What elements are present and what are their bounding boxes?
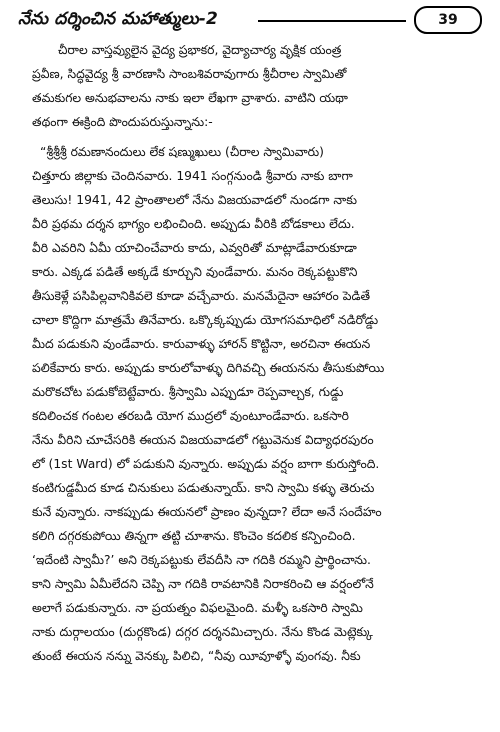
text-line: కారు. ఎక్కడ పడితే అక్కడే కూర్చుని వుండేవారు. మనం రెక్కపట్టుకొని [32, 265, 358, 279]
text-line: కంటిగుడ్డమీద కూడ చినుకులు పడుతున్నాయ్. కాని స్వామి కళ్ళు తెరుచు [32, 481, 375, 495]
header-rule [258, 20, 406, 22]
text-line: ‘ఇదేంటి స్వామీ?’ అని రెక్కపట్టుకు లేవదీసి నా గదికి రమ్మని ప్రార్థించాను. [32, 553, 371, 567]
text-line: మరొకచోట పడుకోబెట్టేవారు. శ్రీస్వామి ఎప్పుడూ రెప్పవాల్చక, గుడ్డు [32, 385, 344, 399]
text-line: నేను వీరిని చూచేసరికి ఈయన విజయవాడలో గట్టువెనుక విద్యాధరపురం [32, 433, 374, 447]
text-line: మీద పడుకుని వుండేవారు. కారువాళ్ళు హారన్ కొట్టినా, అరచినా ఈయన [32, 337, 371, 351]
book-title: నేను దర్శించిన మహాత్ములు-2 [18, 9, 219, 29]
text-line: లో (1st Ward) లో పడుకుని వున్నారు. అప్పుడు వర్షం బాగా కురుస్తోంది. [32, 457, 380, 471]
text-line: నాకు దుర్గాలయం (దుర్గకొండ) దగ్గర దర్శనమిచ్చారు. నేను కొండ మెట్లెక్కు [32, 625, 373, 639]
text-line: వీరి ఎవరిని ఏమీ యాచించేవారు కాదు, ఎవ్వరితో మాట్లాడేవారుకూడా [32, 241, 357, 255]
text-line: కాని స్వామి ఏమీలేదని చెప్పి నా గదికి రావటానికి నిరాకరించి ఆ వర్షంలోనే [32, 577, 374, 591]
text-line: తుంటే ఈయన నన్ను వెనక్కు పిలిచి, “నీవు యీవూళ్ళో వుంగవు. నీకు [32, 649, 361, 663]
text-line: “శ్రీశ్రీశ్రీ రమణానందులు లేక షణ్ముఖులు (చీరాల స్వామివారు) [40, 145, 324, 159]
text-line: తీసుకెళ్లే పసిపిల్లవానికివలె కూడా వచ్చేవారు. మనమేదైనా ఆహారం పెడితే [32, 289, 371, 303]
text-line: కునే వున్నారు. నాకప్పుడు ఈయనలో ప్రాణం వున్నదా? లేదా అనే సందేహం [32, 505, 382, 519]
body-text [32, 38, 482, 668]
text-line: ప్రవీణ, సిద్ధవైద్య శ్రీ వారణాసి సాంబశివరావుగారు శ్రీచీరాల స్వామితో [32, 67, 347, 81]
text-line: తెలుసు! 1941, 42 ప్రాంతాలలో నేను విజయవాడలో నుండగా నాకు [32, 193, 357, 207]
text-line: తథంగా ఈక్రింది పొందుపరుస్తున్నాను:- [32, 115, 213, 129]
text-line: తమకుగల అనుభవాలను నాకు ఇలా లేఖగా వ్రాశారు. వాటిని యథా [32, 91, 348, 105]
text-line: చిత్తూరు జిల్లాకు చెందినవారు. 1941 సంగ్గనుండి శ్రీవారు నాకు బాగా [32, 169, 353, 183]
text-line: చీరాల వాస్తవ్యులైన వైద్య ప్రభాకర, వైద్యాచార్య వృక్షిక యంత్ర [58, 43, 342, 57]
running-header [18, 6, 482, 36]
page-number: 39 [414, 6, 482, 34]
text-line: కలిగి దగ్గరకుపోయి తిన్నగా తట్టి చూశాను. కొంచెం కదలిక కన్పించింది. [32, 529, 356, 543]
text-line: వీరి ప్రథమ దర్శన భాగ్యం లభించింది. అప్పుడు వీరికి బోడకాలు లేదు. [32, 217, 355, 231]
text-line: చాలా కొద్దిగా మాత్రమే తినేవారు. ఒక్కొక్కప్పుడు యోగసమాధిలో నడిరోడ్డు [32, 313, 379, 327]
text-line: పలికేవారు కారు. అప్పుడు కారులోవాళ్ళు దిగివచ్చి ఈయనను తీసుకుపోయి [32, 361, 385, 375]
text-line: అలాగే పడుకున్నారు. నా ప్రయత్నం విఫలమైంది. మళ్ళీ ఒకసారి స్వామి [32, 601, 363, 615]
text-line: కదిలించక గంటల తరబడి యోగ ముద్రలో వుంటూండేవారు. ఒకసారి [32, 409, 349, 423]
